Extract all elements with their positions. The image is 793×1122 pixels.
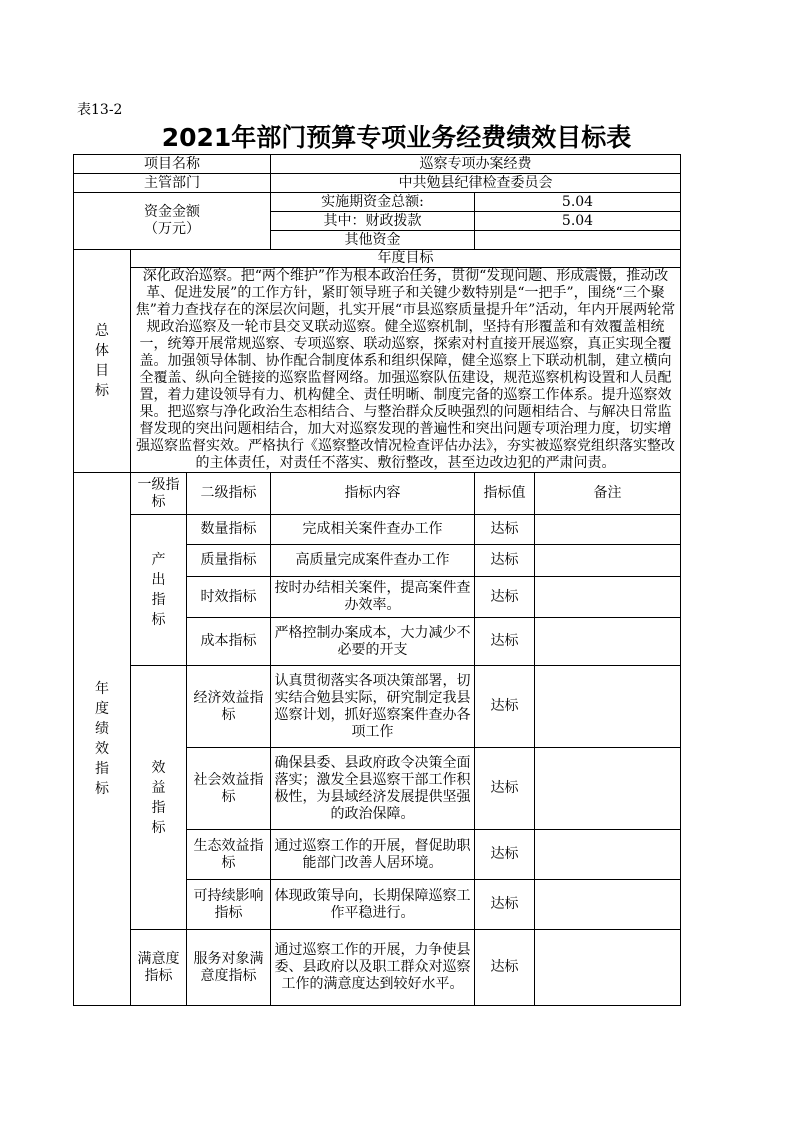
level2-cell: 时效指标 [187,577,271,618]
total-funds-label: 实施期资金总额: [271,193,475,212]
department-value: 中共勉县纪律检查委员会 [271,174,681,193]
remark-cell [535,577,681,618]
remark-cell [535,666,681,748]
funds-label: 资金金额 （万元） [74,193,271,250]
remark-cell [535,618,681,666]
remark-cell [535,830,681,880]
level2-cell: 数量指标 [187,515,271,545]
content-cell: 体现政策导向，长期保障巡察工作平稳进行。 [271,880,475,930]
remark-cell [535,545,681,577]
header-remark: 备注 [535,473,681,515]
content-cell: 通过巡察工作的开展，力争使县委、县政府以及职工群众对巡察工作的满意度达到较好水平。 [271,930,475,1006]
value-cell: 达标 [475,515,535,545]
annual-goal-text: 深化政治巡察。把“两个维护”作为根本政治任务，贯彻“发现问题、形成震慑，推动改革、促进发展”的工作方针，紧盯领导班子和关键少数特别是“一把手”，围绕“三个聚焦”着力查找存在的深层次问题，扎实开展“市县巡察质量提升年”活动，年内开展两轮常规政治巡察及一轮市县交叉联动巡察。健全巡察机制，坚持有形覆盖和有效覆盖相统一，统筹开展常规巡察、专项巡察、联动巡察，探索对村直接开展巡察，真正实现全覆盖。加强领导体制、协作配合制度体系和组织保障，健全巡察上下联动机制，建立横向全覆盖、纵向全链接的巡察监督网络。加强巡察队伍建设，规范巡察机构设置和人员配置，着力建设领导有力、机构健全、责任明晰、制度完备的巡察工作体系。提升巡察效果。把巡察与净化政治生态相结合、与整治群众反映强烈的问题相结合、与解决日常监督发现的突出问题相结合，加大对巡察发现的普遍性和突出问题专项治理力度，切实增强巡察监督实效。严格执行《巡察整改情况检查评估办法》，夯实被巡察党组织落实整改的主体责任，对责任不落实、敷衍整改，甚至边改边犯的严肃问责。 [131,268,681,473]
page-title: 2021年部门预算专项业务经费绩效目标表 [161,123,632,152]
level2-cell: 经济效益指标 [187,666,271,748]
table-code: 表13-2 [77,102,123,118]
remark-cell [535,880,681,930]
header-value: 指标值 [475,473,535,515]
level2-cell: 社会效益指标 [187,748,271,830]
content-cell: 通过巡察工作的开展，督促助职能部门改善人居环境。 [271,830,475,880]
value-cell: 达标 [475,577,535,618]
content-cell: 认真贯彻落实各项决策部署，切实结合勉县实际，研究制定我县巡察计划，抓好巡察案件查办各项工作 [271,666,475,748]
content-cell: 完成相关案件查办工作 [271,515,475,545]
remark-cell [535,515,681,545]
other-funds-label: 其他资金 [271,231,475,250]
value-cell: 达标 [475,545,535,577]
remark-cell [535,930,681,1006]
content-cell: 确保县委、县政府政令决策全面落实；激发全县巡察干部工作积极性，为县域经济发展提供坚强的政治保障。 [271,748,475,830]
level2-cell: 质量指标 [187,545,271,577]
level2-cell: 可持续影响指标 [187,880,271,930]
level2-cell: 成本指标 [187,618,271,666]
other-funds-value [475,231,681,250]
level2-cell: 服务对象满意度指标 [187,930,271,1006]
value-cell: 达标 [475,666,535,748]
fiscal-funds-value: 5.04 [475,212,681,231]
value-cell: 达标 [475,748,535,830]
content-cell: 高质量完成案件查办工作 [271,545,475,577]
fiscal-funds-label: 其中：财政拨款 [271,212,475,231]
project-name-label: 项目名称 [74,155,271,174]
header-content: 指标内容 [271,473,475,515]
annual-goal-label: 年度目标 [131,250,681,268]
performance-table [73,154,681,1006]
department-label: 主管部门 [74,174,271,193]
value-cell: 达标 [475,930,535,1006]
header-level2: 二级指标 [187,473,271,515]
annual-indicators-label: 年度绩效指标 [74,473,131,1006]
project-name-value: 巡察专项办案经费 [271,155,681,174]
header-level1: 一级指标 [131,473,187,515]
value-cell: 达标 [475,830,535,880]
level1-benefit: 效益指标 [131,666,187,930]
overall-goal-label: 总体目标 [74,250,131,473]
level2-cell: 生态效益指标 [187,830,271,880]
remark-cell [535,748,681,830]
level1-output: 产出指标 [131,515,187,666]
total-funds-value: 5.04 [475,193,681,212]
content-cell: 严格控制办案成本，大力减少不必要的开支 [271,618,475,666]
content-cell: 按时办结相关案件，提高案件查办效率。 [271,577,475,618]
value-cell: 达标 [475,618,535,666]
value-cell: 达标 [475,880,535,930]
level1-satisfaction: 满意度指标 [131,930,187,1006]
